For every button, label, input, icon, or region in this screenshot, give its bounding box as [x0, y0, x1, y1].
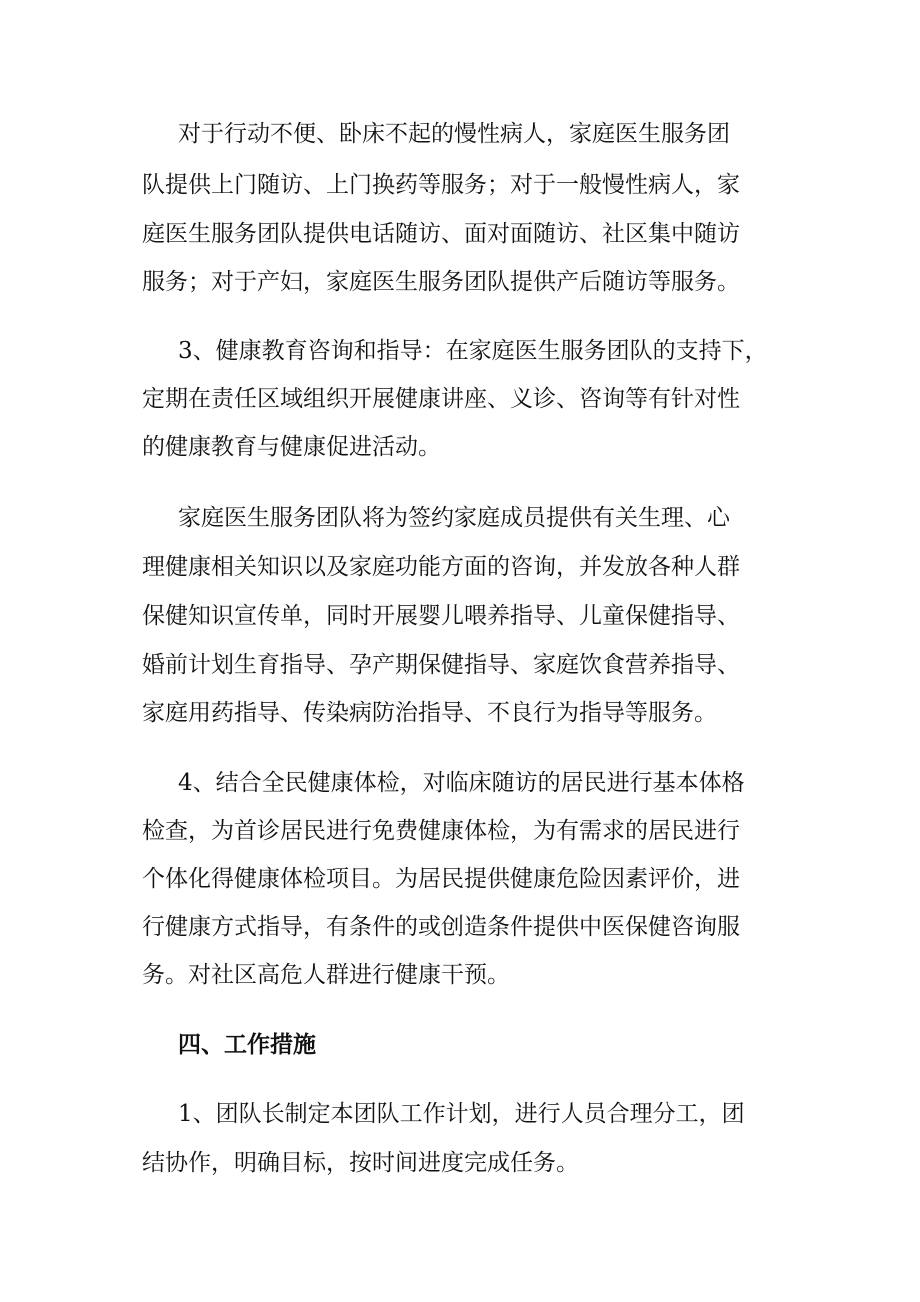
paragraph-1-line-4: 服务；对于产妇，家庭医生服务团队提供产后随访等服务。 — [142, 269, 740, 295]
paragraph-3-line-3: 保健知识宣传单，同时开展婴儿喂养指导、儿童保健指导、 — [142, 603, 740, 629]
paragraph-2-line-1: 3、健康教育咨询和指导：在家庭医生服务团队的支持下， — [178, 338, 768, 364]
paragraph-4-line-5: 务。对社区高危人群进行健康干预。 — [142, 962, 510, 988]
paragraph-1-line-3: 庭医生服务团队提供电话随访、面对面随访、社区集中随访 — [142, 221, 740, 247]
paragraph-3-line-4: 婚前计划生育指导、孕产期保健指导、家庭饮食营养指导、 — [142, 652, 740, 678]
paragraph-2-line-2: 定期在责任区域组织开展健康讲座、义诊、咨询等有针对性 — [142, 386, 740, 412]
paragraph-4-line-3: 个体化得健康体检项目。为居民提供健康危险因素评价，进 — [142, 866, 740, 892]
paragraph-3-line-2: 理健康相关知识以及家庭功能方面的咨询，并发放各种人群 — [142, 554, 740, 580]
paragraph-1-line-1: 对于行动不便、卧床不起的慢性病人，家庭医生服务团 — [178, 121, 730, 147]
paragraph-3-line-5: 家庭用药指导、传染病防治指导、不良行为指导等服务。 — [142, 700, 717, 726]
paragraph-5-line-2: 结协作，明确目标，按时间进度完成任务。 — [142, 1150, 579, 1176]
paragraph-3-line-1: 家庭医生服务团队将为签约家庭成员提供有关生理、心 — [178, 505, 730, 531]
section-heading: 四、工作措施 — [178, 1032, 316, 1058]
paragraph-1-line-2: 队提供上门随访、上门换药等服务；对于一般慢性病人，家 — [142, 172, 740, 198]
paragraph-2-line-3: 的健康教育与健康促进活动。 — [142, 434, 441, 460]
paragraph-5-line-1: 1、团队长制定本团队工作计划，进行人员合理分工，团 — [178, 1101, 745, 1127]
paragraph-4-line-2: 检查，为首诊居民进行免费健康体检，为有需求的居民进行 — [142, 818, 740, 844]
paragraph-4-line-4: 行健康方式指导，有条件的或创造条件提供中医保健咨询服 — [142, 914, 740, 940]
paragraph-4-line-1: 4、结合全民健康体检，对临床随访的居民进行基本体格 — [178, 770, 745, 796]
